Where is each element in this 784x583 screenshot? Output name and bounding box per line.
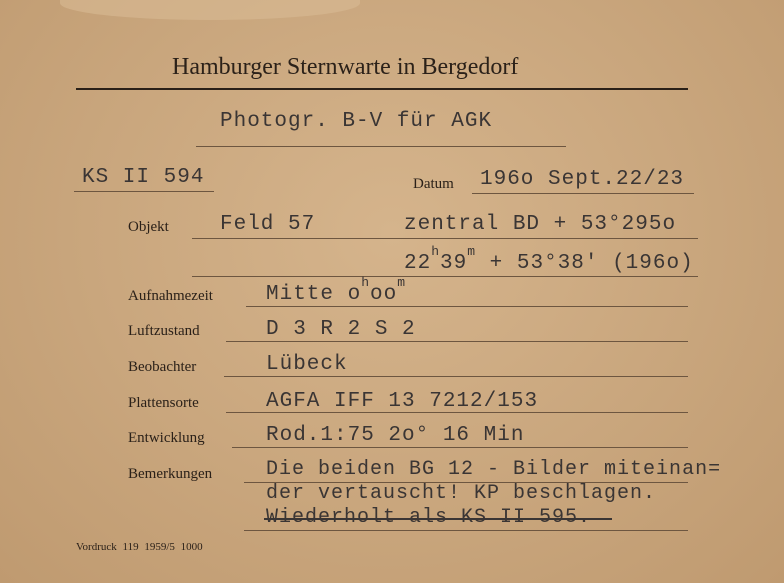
- entwicklung-value: Rod.1:75 2o° 16 Min: [266, 424, 525, 447]
- plate-id: KS II 594: [82, 166, 205, 189]
- plattensorte-rule: [226, 412, 688, 413]
- form-footer: Vordruck 119 1959/5 1000: [76, 541, 203, 553]
- beobachter-label: Beobachter: [128, 359, 197, 375]
- plattensorte-value: AGFA IFF 13 7212/153: [266, 390, 539, 413]
- luftzustand-label: Luftzustand: [128, 323, 200, 339]
- luftzustand-value: D 3 R 2 S 2: [266, 318, 416, 341]
- aufnahmezeit-label: Aufnahmezeit: [128, 288, 213, 304]
- program-rule: [196, 146, 566, 147]
- aufnahmezeit-minutes-symbol: m: [397, 275, 407, 290]
- bemerkungen-rule-2: [244, 530, 688, 531]
- beobachter-value: Lübeck: [266, 353, 348, 376]
- coord-declination: + 53°38' (196o): [476, 252, 694, 275]
- coordinates-rule: [192, 276, 698, 277]
- torn-edge: [60, 0, 360, 20]
- bemerkungen-label: Bemerkungen: [128, 466, 213, 482]
- luftzustand-rule: [226, 341, 688, 342]
- bemerkungen-strikethrough: [264, 518, 612, 520]
- aufnahmezeit-hours-symbol: h: [361, 275, 371, 290]
- coordinates: [404, 244, 694, 275]
- coord-ra-minutes: 39: [440, 252, 468, 275]
- aufnahmezeit-value: [266, 275, 407, 306]
- entwicklung-rule: [232, 447, 688, 448]
- datum-value: 196o Sept.22/23: [480, 168, 685, 191]
- aufnahmezeit-text: Mitte o: [266, 283, 362, 306]
- bemerkungen-line-2: der vertauscht! KP beschlagen.: [266, 482, 657, 505]
- entwicklung-label: Entwicklung: [128, 430, 205, 446]
- beobachter-rule: [224, 376, 688, 377]
- plattensorte-label: Plattensorte: [128, 395, 199, 411]
- datum-label: Datum: [413, 176, 454, 192]
- aufnahmezeit-minutes: oo: [370, 283, 398, 306]
- program-title: Photogr. B-V für AGK: [220, 110, 493, 133]
- aufnahmezeit-rule: [246, 306, 688, 307]
- objekt-label: Objekt: [128, 219, 169, 235]
- datum-rule: [472, 193, 694, 194]
- objekt-field: Feld 57: [220, 213, 316, 236]
- bemerkungen-line-1: Die beiden BG 12 - Bilder miteinan=: [266, 458, 722, 481]
- objekt-rule: [192, 238, 698, 239]
- coord-ra-hours: 22: [404, 252, 432, 275]
- bemerkungen-line-3: Wiederholt als KS II 595.: [266, 506, 592, 529]
- institution-heading: Hamburger Sternwarte in Bergedorf: [172, 54, 519, 80]
- heading-rule: [76, 88, 688, 90]
- plate-id-rule: [74, 191, 214, 192]
- coord-minutes-symbol: m: [467, 244, 477, 259]
- objekt-center: zentral BD + 53°295o: [404, 213, 677, 236]
- coord-hours-symbol: h: [431, 244, 441, 259]
